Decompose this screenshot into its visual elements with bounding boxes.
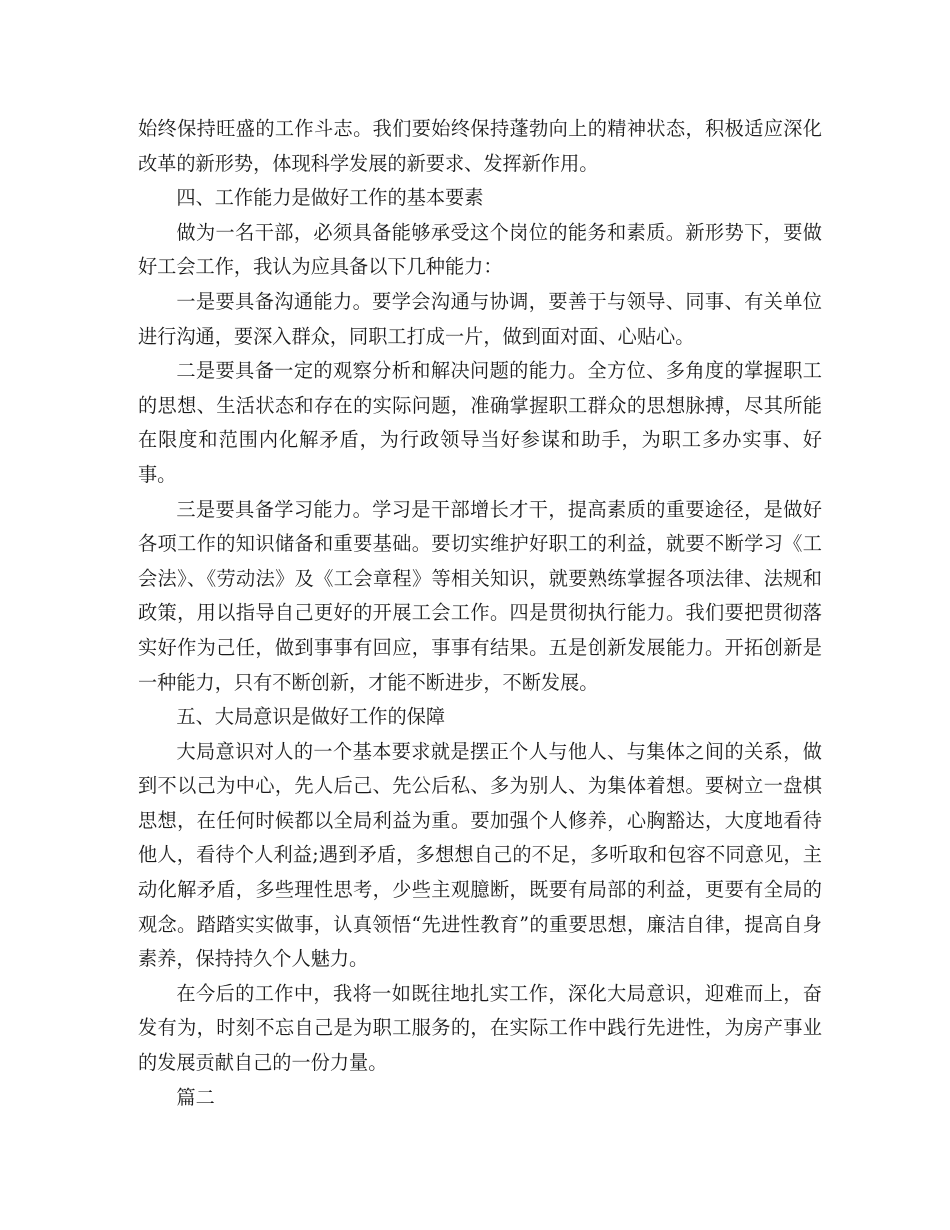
part-heading: 篇二 (176, 1085, 215, 1109)
paragraph: 大局意识对人的一个基本要求就是摆正个人与他人、与集体之间的关系，做到不以己为中心，先人后己、先公后私、多为别人、为集体着想。要树立一盘棋思想，在任何时候都以全局利益为重。要加强个人修养，心胸豁达，大度地看待他人，看待个人利益;遇到矛盾，多想想自己的不足，多听取和包容不同意见，主动化解矛盾，多些理性思考，少些主观臆断，既要有局部的利益，更要有全局的观念。踏踏实实做事，认真领悟“先进性教育”的重要思想，廉洁自律，提高自身素养，保持持久个人魅力。 (138, 739, 822, 971)
paragraph: 在今后的工作中，我将一如既往地扎实工作，深化大局意识，迎难而上，奋发有为，时刻不忘自己是为职工服务的，在实际工作中践行先进性，为房产事业的发展贡献自己的一份力量。 (138, 981, 822, 1075)
paragraph-continuation: 始终保持旺盛的工作斗志。我们要始终保持蓬勃向上的精神状态，积极适应深化改革的新形势，体现科学发展的新要求、发挥新作用。 (138, 117, 822, 175)
paragraph: 做为一名干部，必须具备能够承受这个岗位的能务和素质。新形势下，要做好工会工作，我认为应具备以下几种能力： (138, 220, 822, 279)
document-body (138, 112, 822, 1115)
section-heading-5: 五、大局意识是做好工作的保障 (176, 705, 446, 729)
paragraph: 二是要具备一定的观察分析和解决问题的能力。全方位、多角度的掌握职工的思想、生活状态和存在的实际问题，准确掌握职工群众的思想脉搏，尽其所能在限度和范围内化解矛盾，为行政领导当好参谋和助手，为职工多办实事、好事。 (138, 359, 822, 486)
section-heading-4: 四、工作能力是做好工作的基本要素 (176, 186, 484, 210)
paragraph: 一是要具备沟通能力。要学会沟通与协调，要善于与领导、同事、有关单位进行沟通，要深入群众，同职工打成一片，做到面对面、心贴心。 (138, 289, 822, 348)
paragraph: 三是要具备学习能力。学习是干部增长才干，提高素质的重要途径，是做好各项工作的知识储备和重要基础。要切实维护好职工的利益，就要不断学习《工会法》、《劳动法》及《工会章程》等相关知识，就要熟练掌握各项法律、法规和政策，用以指导自己更好的开展工会工作。四是贯彻执行能力。我们要把贯彻落实好作为己任，做到事事有回应，事事有结果。五是创新发展能力。开拓创新是一种能力，只有不断创新，才能不断进步，不断发展。 (138, 497, 822, 694)
